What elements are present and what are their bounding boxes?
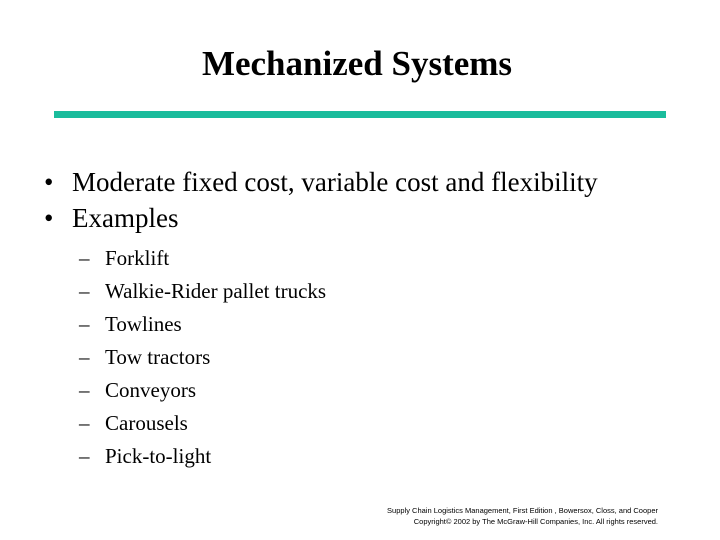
example-item (79, 440, 326, 473)
example-item (79, 275, 326, 308)
bullet-marker: • (44, 167, 54, 197)
dash-marker: – (79, 279, 90, 303)
bullet-text: Moderate fixed cost, variable cost and flexibility (72, 167, 598, 197)
bullet-list (44, 164, 598, 236)
example-text: Walkie-Rider pallet trucks (105, 279, 327, 303)
bullet-text: Examples (72, 203, 179, 233)
example-item (79, 242, 326, 275)
example-item (79, 341, 326, 374)
footer-line-2: Copyright© 2002 by The McGraw-Hill Companies, Inc. All rights reserved. (413, 517, 658, 526)
footer-line-1: Supply Chain Logistics Management, First Edition , Bowersox, Closs, and Cooper (387, 506, 658, 515)
example-text: Conveyors (105, 378, 196, 402)
dash-marker: – (79, 246, 90, 270)
dash-marker: – (79, 444, 90, 468)
example-text: Towlines (105, 312, 182, 336)
example-item (79, 407, 326, 440)
dash-marker: – (79, 312, 90, 336)
slide-title: Mechanized Systems (201, 44, 513, 83)
bullet-item (44, 164, 598, 200)
bullet-marker: • (44, 203, 54, 233)
example-text: Carousels (105, 411, 188, 435)
example-item (79, 308, 326, 341)
bullet-item (44, 200, 598, 236)
title-divider (54, 111, 666, 118)
dash-marker: – (79, 378, 90, 402)
example-item (79, 374, 326, 407)
copyright-footer (387, 505, 658, 527)
example-text: Forklift (105, 246, 170, 270)
example-text: Pick-to-light (105, 444, 212, 468)
example-list (79, 242, 326, 473)
dash-marker: – (79, 345, 90, 369)
dash-marker: – (79, 411, 90, 435)
example-text: Tow tractors (105, 345, 211, 369)
